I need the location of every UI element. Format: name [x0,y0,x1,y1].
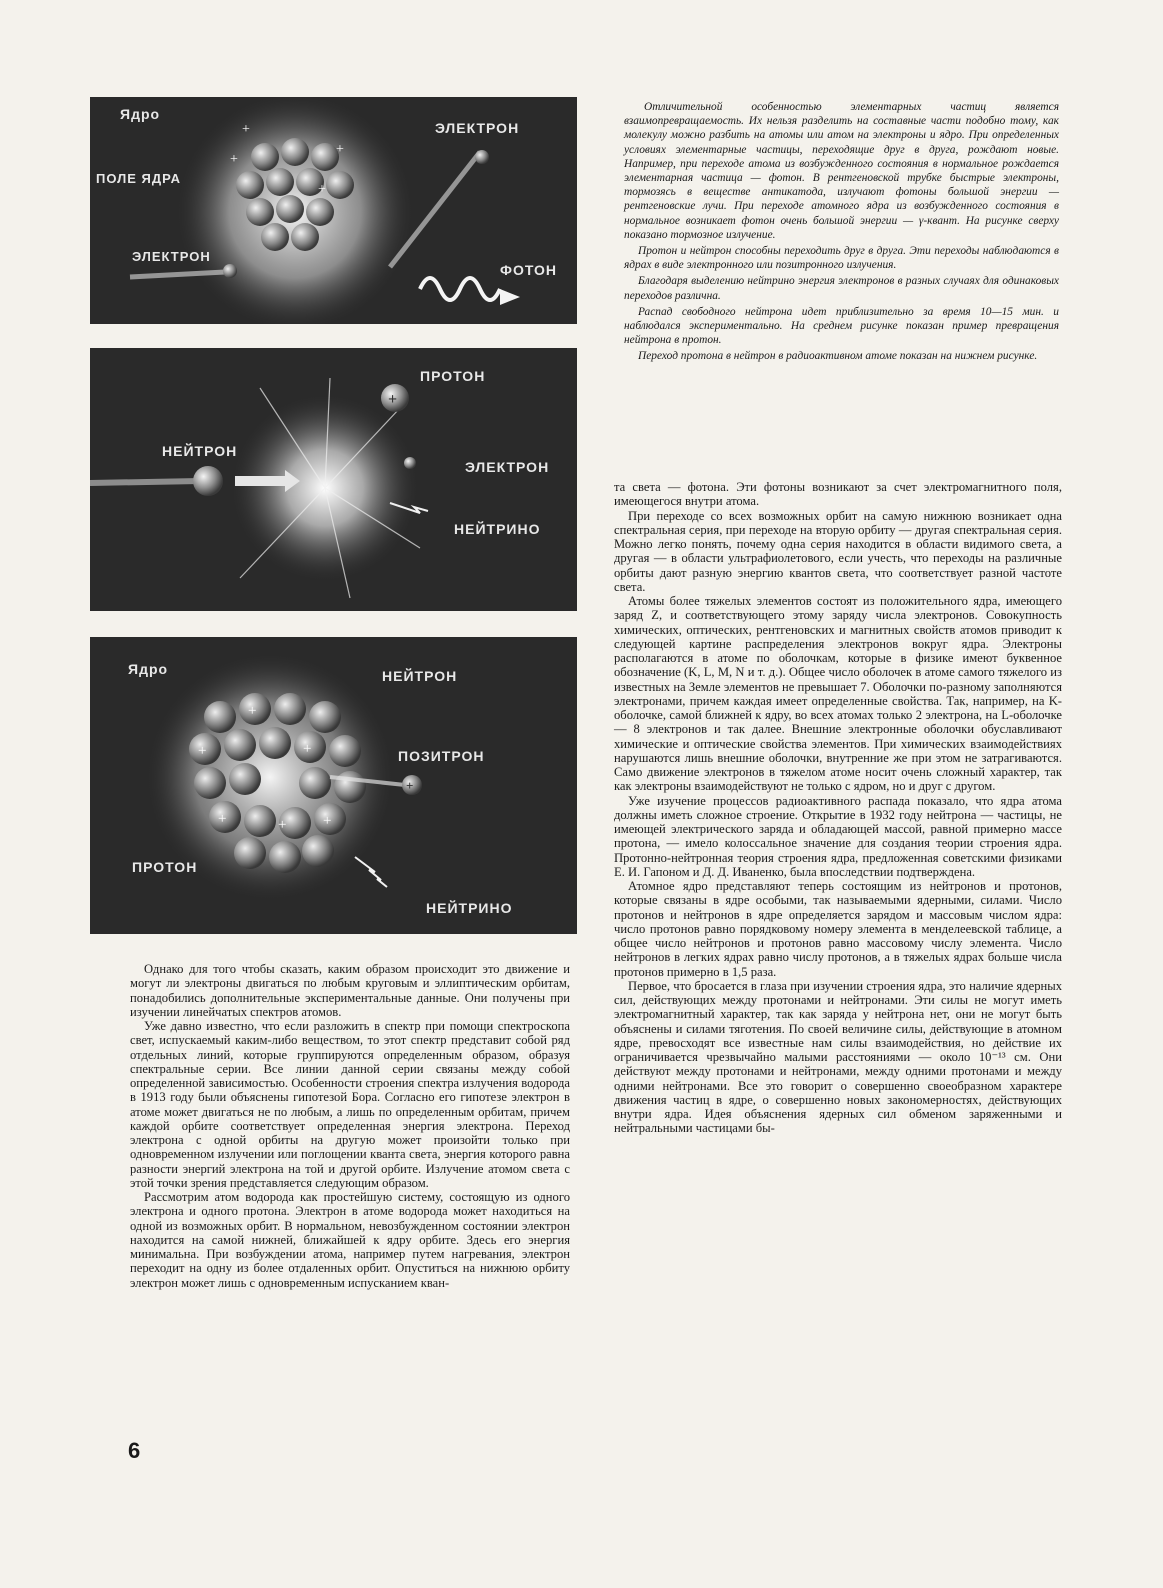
svg-text:+: + [323,813,332,829]
caption-paragraph: Протон и нейтрон способны переходить друг в друга. Эти переходы наблюдаются в ядрах в виде электронного или позитронного излучения. [624,245,1059,272]
right-column [614,480,1062,1136]
figure-proton-to-neutron [90,637,577,934]
label-neutron: НЕЙТРОН [162,443,238,459]
svg-text:+: + [242,122,250,137]
label-neutron: НЕЙТРОН [382,668,458,684]
svg-text:+: + [248,703,257,719]
svg-text:+: + [303,741,312,757]
svg-text:+: + [318,182,326,197]
paragraph: Первое, что бросается в глаза при изучении строения ядра, это наличие ядерных сил, действующих между протонами и нейтронами. Эти силы не могут иметь электромагнитный характер, так как заряда у нейтрона нет, они не могут быть объяснены и силами тяготения. По своей величине силы, действующие в атомном ядре, превосходят все известные нам силы взаимодействия, но действие их ограничивается чрезвычайно малыми расстояниями — около 10⁻¹³ см. Они действуют между протонами и нейтронами, между одними протонами и между одними нейтронами. Все это говорит о совершенно своеобразном характере движения частиц в ядре, о совершенно новых закономерностях, действующих внутри ядра. Идея объяснения ядерных сил обменом заряженными и нейтральными частицами бы- [614,978,1062,1136]
label-positron: ПОЗИТРОН [398,748,485,764]
label-nucleus-field: ПОЛЕ ЯДРА [96,171,182,186]
figure-bremsstrahlung [90,97,577,324]
caption-paragraph: Переход протона в нейтрон в радиоактивном атоме показан на нижнем рисунке. [638,350,1038,363]
svg-text:+: + [336,142,344,157]
electron-icon [475,150,489,164]
label-proton: ПРОТОН [132,859,198,875]
paragraph: Уже давно известно, что если разложить в спектр при помощи спектроскопа свет, испускаемый каким-либо веществом, то этот спектр представит собой ряд отдельных линий, которые группируются определенным образом, образуя спектральные серии. Все линии данной серии связаны между собой определенной зависимостью. Особенности строения спектра излучения водорода в 1913 году были объяснены гипотезой Бора. Согласно его гипотезе электрон в атоме может двигаться не по любым, а лишь по определенным орбитам, причем каждой орбите соответствует определенная энергия электрона. Переход электрона с одной орбиты на другую может произойти только при одновременном излучении или поглощении кванта света, энергия которого равна разности энергий электрона на той и другой орбите. Излучение атомом света с этой точки зрения представляется следующим образом. [130,1019,570,1190]
caption-paragraph: Благодаря выделению нейтрино энергия электронов в разных случаях для одинаковых переходов различна. [624,275,1059,302]
figure-neutron-decay [90,348,577,611]
photon-wave-icon [420,278,500,300]
neutron-decay-illustration [90,348,577,611]
label-electron-left: ЭЛЕКТРОН [132,249,211,264]
label-nucleus: Ядро [128,661,169,677]
neutron-icon [193,466,223,496]
svg-text:+: + [230,152,238,167]
label-nucleus: Ядро [120,106,161,122]
proton-to-neutron-illustration [90,637,577,934]
figure-caption [624,100,1059,366]
label-proton: ПРОТОН [420,368,486,384]
paragraph: Уже изучение процессов радиоактивного распада показало, что ядра атома должны иметь сложное строение. Открытие в 1932 году нейтрона — частицы, не имеющей электрического заряда и обладающей массой, равной примерно массе протона, — имело колоссальное значение для создания теории строения ядра. Протонно-нейтронная теория строения ядра, предложенная советскими физиками Е. И. Гапоном и Д. Д. Иваненко, была впоследствии подтверждена. [614,793,1062,879]
paragraph: Однако для того чтобы сказать, каким образом происходит это движение и могут ли электроны двигаться по любым круговым и эллиптическим орбитам, понадобились дополнительные экспериментальные данные. Они получены при изучении линейчатых спектров атомов. [130,962,570,1019]
svg-text:+: + [198,743,207,759]
label-electron: ЭЛЕКТРОН [465,459,550,475]
svg-text:+: + [388,391,398,408]
bremsstrahlung-illustration [90,97,577,324]
paragraph: Атомы более тяжелых элементов состоят из положительного ядра, имеющего заряд Z, и соответствующего этому заряду числа электронов. Совокупность химических, оптических, рентгеновских и магнитных свойств атомов приводит к следующей картине распределения электронов вокруг ядра. Электроны располагаются в атоме по оболочкам, которые в физике имеют буквенное обозначение (K, L, M, N и т. д.). Общее число оболочек в атоме самого тяжелого из известных на Земле элементов не превышает 7. Оболочки по-разному заполняются электронами, причем каждая имеет определенные свойства. Так, например, на K-оболочке, самой ближней к ядру, во всех атомах только 2 электрона, на L-оболочке — 8 электронов и так далее. Внешние электронные оболочки обуславливают химические и оптические свойства элементов. При химических взаимодействиях нарушаются лишь внешние оболочки, внутренние же при этом не затрагиваются. Само движение электронов в тяжелом атоме носит очень сложный характер, так как электроны взаимодействуют не только с ядром, но и друг с другом. [614,594,1062,794]
page-number: 6 [128,1438,141,1463]
label-photon: ФОТОН [500,262,558,278]
caption-paragraph: Отличительной особенностью элементарных частиц является взаимопревращаемость. Их нельзя разделить на составные части подобно тому, как молекулу можно разбить на атомы или атом на электроны и ядро. При определенных условиях элементарные частицы, переходящие друг в друга, рождают новые. Например, при переходе атома из возбужденного состояния в нормальное рождается элементарная частица — фотон. В рентгеновской трубке быстрые электроны, тормозясь в веществе антикатода, излучают фотоны большой энергии — рентгеновские лучи. При переходе атомного ядра из возбужденного состояния в нормальное возникает фотон очень большой энергии — γ-квант. На рисунке сверху показано тормозное излучение. [624,101,1059,241]
label-neutrino: НЕЙТРИНО [426,900,513,916]
paragraph: та света — фотона. Эти фотоны возникают за счет электромагнитного поля, имеющегося внутри атома. [614,480,1062,509]
electron-icon [223,264,237,278]
svg-text:+: + [218,811,227,827]
neutrino-trail-icon [355,857,387,887]
electron-icon [404,457,416,469]
label-neutrino: НЕЙТРИНО [454,521,541,537]
paragraph: При переходе со всех возможных орбит на самую нижнюю возникает одна спектральная серия, при переходе на вторую орбиту — другая спектральная серия. Можно легко понять, почему одна серия находится в области видимого света, а другая — в области ультрафиолетового, если учесть, что переходы на различные орбиты дают разную энергию квантов света, что соответствует разной частоте света. [614,508,1062,594]
label-electron-right: ЭЛЕКТРОН [435,120,520,136]
caption-paragraph: Распад свободного нейтрона идет приблизительно за время 10—15 мин. и наблюдался экспериментально. На среднем рисунке показан пример превращения нейтрона в протон. [624,305,1059,347]
svg-text:+: + [406,778,414,793]
arrow-icon [500,289,520,305]
svg-text:+: + [278,817,287,833]
left-column [130,962,570,1290]
paragraph: Атомное ядро представляют теперь состоящим из нейтронов и протонов, которые связаны в ядре особыми, так называемыми ядерными, силами. Число протонов и нейтронов в ядре определяется зарядом и массовым числом ядра: число протонов равно порядковому номеру элемента в менделеевской таблице, а общее число нейтронов и протонов равно массовому числу элемента. Число нейтронов в легких ядрах равно числу протонов, а в тяжелых ядрах больше числа протонов примерно в 1,5 раза. [614,879,1062,979]
paragraph: Рассмотрим атом водорода как простейшую систему, состоящую из одного электрона и одного протона. Электрон в атоме водорода может находиться на одной из возможных орбит. В нормальном, невозбужденном состоянии электрон находится на самой нижней, ближайшей к ядру орбите. Здесь его энергия минимальна. При возбуждении атома, например путем нагревания, электрон переходит на одну из более отдаленных орбит. Опуститься на нижнюю орбиту электрон может лишь с одновременным испусканием кван- [130,1190,570,1290]
